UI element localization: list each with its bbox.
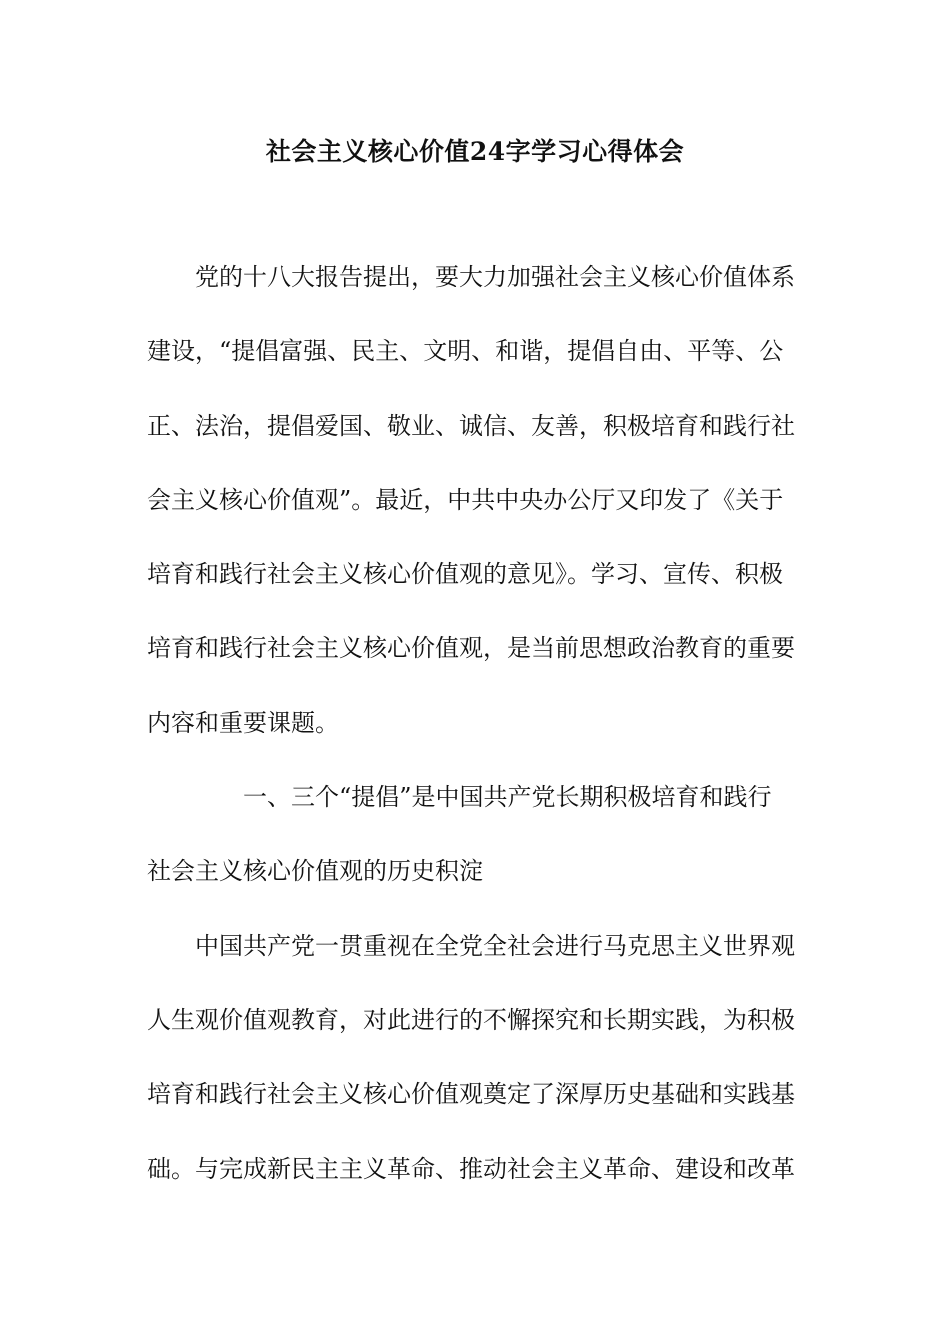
paragraph-line: 建设，“提倡富强、民主、文明、和谐，提倡自由、平等、公 xyxy=(147,337,784,366)
paragraph-line: 内容和重要课题。 xyxy=(147,708,339,737)
paragraph-line: 培育和践行社会主义核心价值观的意见》。学习、宣传、积极 xyxy=(147,560,783,589)
section-heading-line: 社会主义核心价值观的历史积淀 xyxy=(147,857,483,886)
document-body xyxy=(147,240,807,1206)
document-title: 社会主义核心价值24字学习心得体会 xyxy=(265,137,685,166)
paragraph-line: 会主义核心价值观”。最近，中共中央办公厅又印发了《关于 xyxy=(147,485,784,514)
section-heading-line: 一、三个“提倡”是中国共产党长期积极培育和践行 xyxy=(243,783,772,812)
paragraph-line: 中国共产党一贯重视在全党全社会进行马克思主义世界观 xyxy=(195,931,795,960)
paragraph-line: 培育和践行社会主义核心价值观奠定了深厚历史基础和实践基 xyxy=(147,1080,795,1109)
paragraph-line: 人生观价值观教育，对此进行的不懈探究和长期实践，为积极 xyxy=(147,1005,795,1034)
paragraph-line: 培育和践行社会主义核心价值观，是当前思想政治教育的重要 xyxy=(147,634,795,663)
paragraph-line: 正、法治，提倡爱国、敬业、诚信、友善，积极培育和践行社 xyxy=(147,411,795,440)
paragraph-line: 础。与完成新民主主义革命、推动社会主义革命、建设和改革 xyxy=(147,1154,795,1183)
paragraph-line: 党的十八大报告提出，要大力加强社会主义核心价值体系 xyxy=(195,263,795,291)
